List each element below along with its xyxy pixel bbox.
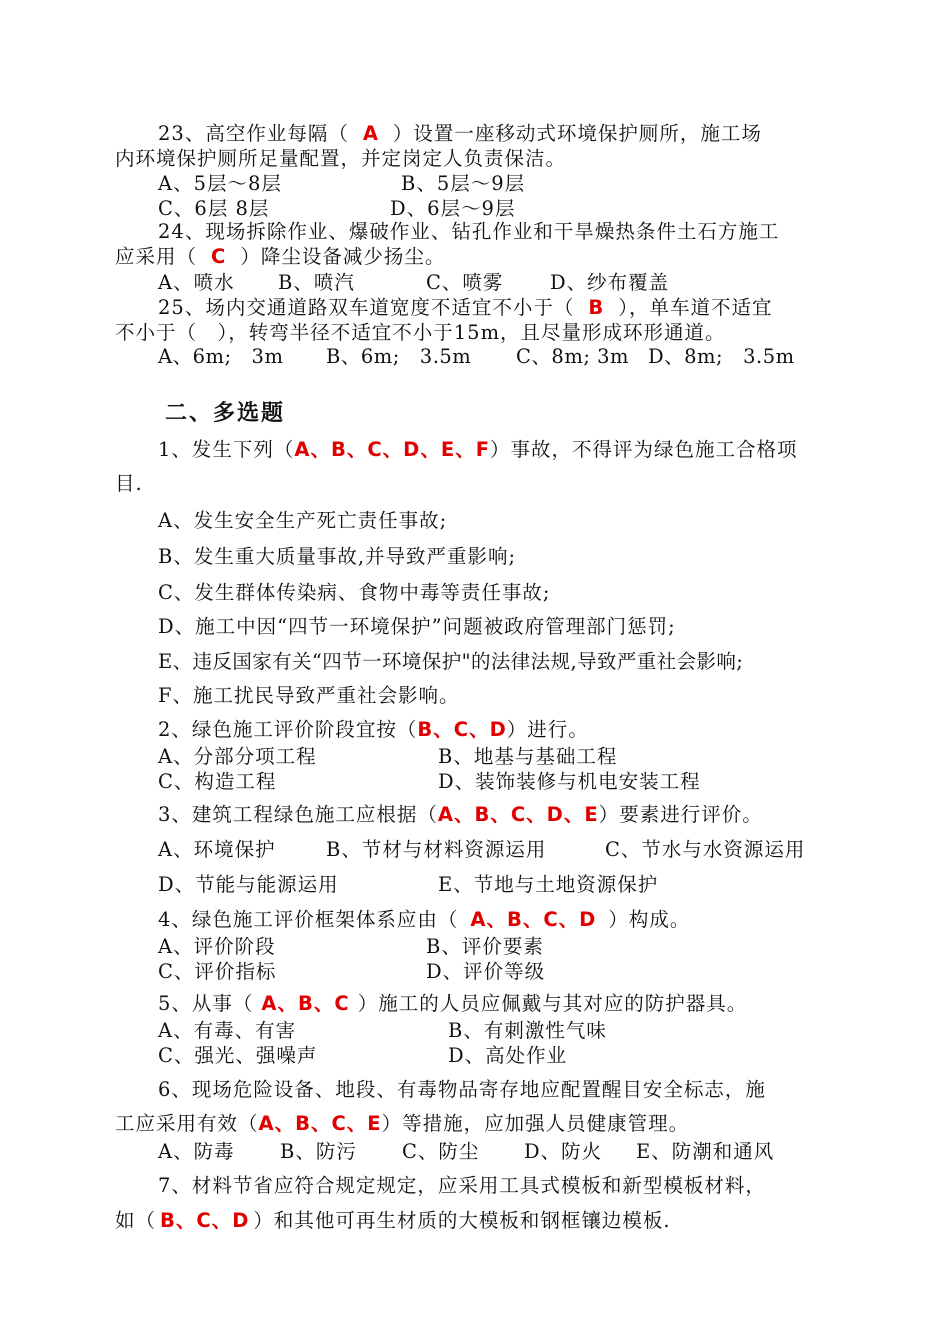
- m7-stem-post: ）和其他可再生材质的大模板和钢框镶边模板.: [253, 1209, 671, 1232]
- q24-stem: [115, 247, 445, 267]
- q24-option-d: D、纱布覆盖: [550, 271, 670, 294]
- m3-option-a: A、环境保护: [158, 838, 276, 861]
- q24-stem-pre: 应采用（: [115, 245, 198, 268]
- q23-option-c: C、6层 8层: [158, 197, 270, 220]
- q23-stem: [158, 124, 762, 144]
- m6-option-a: A、防毒: [158, 1140, 235, 1163]
- m3-answer: A、B、C、D、E: [437, 803, 599, 826]
- q25-option-b: B、6m; 3.5m: [326, 345, 472, 368]
- q25-stem: [158, 298, 772, 318]
- m1-option-c: C、发生群体传染病、食物中毒等责任事故;: [158, 581, 551, 604]
- m4-stem-post: ）构成。: [608, 908, 691, 931]
- q25-stem-line2: 不小于（ ），转弯半径不适宜不小于15m，且尽量形成环形通道。: [115, 321, 726, 344]
- q24-answer: C: [211, 245, 227, 268]
- m2-stem-pre: 2、绿色施工评价阶段宜按（: [158, 718, 418, 741]
- m7-stem-line1: 7、材料节省应符合规定规定，应采用工具式模板和新型模板材料，: [158, 1174, 766, 1197]
- m2-options-row1: [158, 747, 858, 769]
- m5-options-row1: [158, 1021, 858, 1043]
- q25-answer: B: [588, 296, 605, 319]
- m6-stem-post: ）等措施，应加强人员健康管理。: [381, 1112, 690, 1135]
- q23-stem-line2: 内环境保护厕所足量配置，并定岗定人负责保洁。: [115, 147, 567, 170]
- q23-stem-post: ）设置一座移动式环境保护厕所，施工场: [392, 122, 762, 145]
- m3-options-row1: [158, 840, 858, 862]
- section-title: 二、多选题: [165, 400, 286, 426]
- m7-answer: B、C、D: [160, 1209, 250, 1232]
- m2-option-a: A、分部分项工程: [158, 745, 317, 768]
- q24-stem-line1: 24、现场拆除作业、爆破作业、钻孔作业和干旱燥热条件土石方施工: [158, 220, 780, 243]
- m4-stem: [158, 910, 690, 930]
- m3-options-row2: [158, 875, 858, 897]
- m2-options-row2: [158, 772, 858, 794]
- m4-options-row1: [158, 937, 858, 959]
- m3-option-b: B、节材与材料资源运用: [326, 838, 547, 861]
- m7-stem: [115, 1211, 671, 1231]
- m1-option-f: F、施工扰民导致严重社会影响。: [158, 684, 460, 707]
- m5-options-row2: [158, 1046, 858, 1068]
- m4-option-c: C、评价指标: [158, 960, 277, 983]
- q25-option-a: A、6m; 3m: [158, 345, 284, 368]
- m2-stem: [158, 720, 589, 740]
- m5-stem-post: ）施工的人员应佩戴与其对应的防护器具。: [357, 992, 748, 1015]
- m6-option-b: B、防污: [280, 1140, 357, 1163]
- m3-option-d: D、节能与能源运用: [158, 873, 339, 896]
- m3-option-c: C、节水与水资源运用: [605, 838, 806, 861]
- m5-option-c: C、强光、强噪声: [158, 1044, 318, 1067]
- q23-answer: A: [362, 122, 379, 145]
- m1-stem-line2: 目.: [115, 472, 143, 495]
- q23-stem-pre: 23、高空作业每隔（: [158, 122, 349, 145]
- q23-option-d: D、6层～9层: [390, 197, 516, 220]
- m2-stem-post: ）进行。: [506, 718, 589, 741]
- q25-stem-post: ），单车道不适宜: [618, 296, 773, 319]
- m6-option-d: D、防火: [524, 1140, 603, 1163]
- q23-options-row2: [158, 199, 858, 221]
- m1-stem-pre: 1、发生下列（: [158, 438, 295, 461]
- m4-option-d: D、评价等级: [426, 960, 546, 983]
- m2-option-d: D、装饰装修与机电安装工程: [438, 770, 701, 793]
- m3-stem: [158, 805, 763, 825]
- m6-stem-pre: 工应采用有效（: [115, 1112, 259, 1135]
- q23-option-a: A、5层～8层: [158, 172, 282, 195]
- q24-option-a: A、喷水: [158, 271, 235, 294]
- m1-stem-post: ）事故，不得评为绿色施工合格项: [490, 438, 798, 461]
- q25-stem-pre: 25、场内交通道路双车道宽度不适宜不小于（: [158, 296, 575, 319]
- q24-options: [158, 273, 858, 295]
- q24-option-c: C、喷雾: [426, 271, 504, 294]
- m1-stem: [158, 440, 798, 460]
- m2-option-b: B、地基与基础工程: [438, 745, 618, 768]
- q23-options-row1: [158, 174, 858, 196]
- m4-option-a: A、评价阶段: [158, 935, 276, 958]
- q25-option-d: D、8m; 3.5m: [648, 345, 795, 368]
- m7-stem-pre: 如（: [115, 1209, 157, 1232]
- m6-answer: A、B、C、E: [258, 1112, 382, 1135]
- m1-answer: A、B、C、D、E、F: [294, 438, 491, 461]
- m3-stem-post: ）要素进行评价。: [598, 803, 763, 826]
- m1-option-e: E、违反国家有关“四节一环境保护"的法律法规,导致严重社会影响;: [158, 650, 744, 673]
- m4-options-row2: [158, 962, 858, 984]
- m2-option-c: C、构造工程: [158, 770, 277, 793]
- m6-stem-line1: 6、现场危险设备、地段、有毒物品寄存地应配置醒目安全标志，施: [158, 1078, 766, 1101]
- m5-answer: A、B、C: [261, 992, 350, 1015]
- m5-option-b: B、有刺激性气味: [448, 1019, 607, 1042]
- m5-stem-pre: 5、从事（: [158, 992, 254, 1015]
- m5-stem: [158, 994, 747, 1014]
- m6-options: [158, 1142, 858, 1164]
- m4-option-b: B、评价要素: [426, 935, 544, 958]
- m6-option-c: C、防尘: [402, 1140, 480, 1163]
- m1-option-a: A、发生安全生产死亡责任事故;: [158, 509, 448, 532]
- m3-option-e: E、节地与土地资源保护: [438, 873, 659, 896]
- q25-option-c: C、8m; 3m: [516, 345, 629, 368]
- m6-option-e: E、防潮和通风: [636, 1140, 775, 1163]
- q23-option-b: B、5层～9层: [401, 172, 526, 195]
- m4-answer: A、B、C、D: [470, 908, 597, 931]
- m5-option-a: A、有毒、有害: [158, 1019, 297, 1042]
- m1-option-b: B、发生重大质量事故,并导致严重影响;: [158, 545, 517, 568]
- q24-option-b: B、喷汽: [278, 271, 355, 294]
- m3-stem-pre: 3、建筑工程绿色施工应根据（: [158, 803, 438, 826]
- m2-answer: B、C、D: [417, 718, 507, 741]
- q24-stem-post: ）降尘设备减少扬尘。: [240, 245, 446, 268]
- m1-option-d: D、施工中因“四节一环境保护”问题被政府管理部门惩罚;: [158, 615, 676, 638]
- m5-option-d: D、高处作业: [448, 1044, 568, 1067]
- m4-stem-pre: 4、绿色施工评价框架体系应由（: [158, 908, 459, 931]
- m6-stem: [115, 1114, 689, 1134]
- q25-options: [158, 347, 858, 369]
